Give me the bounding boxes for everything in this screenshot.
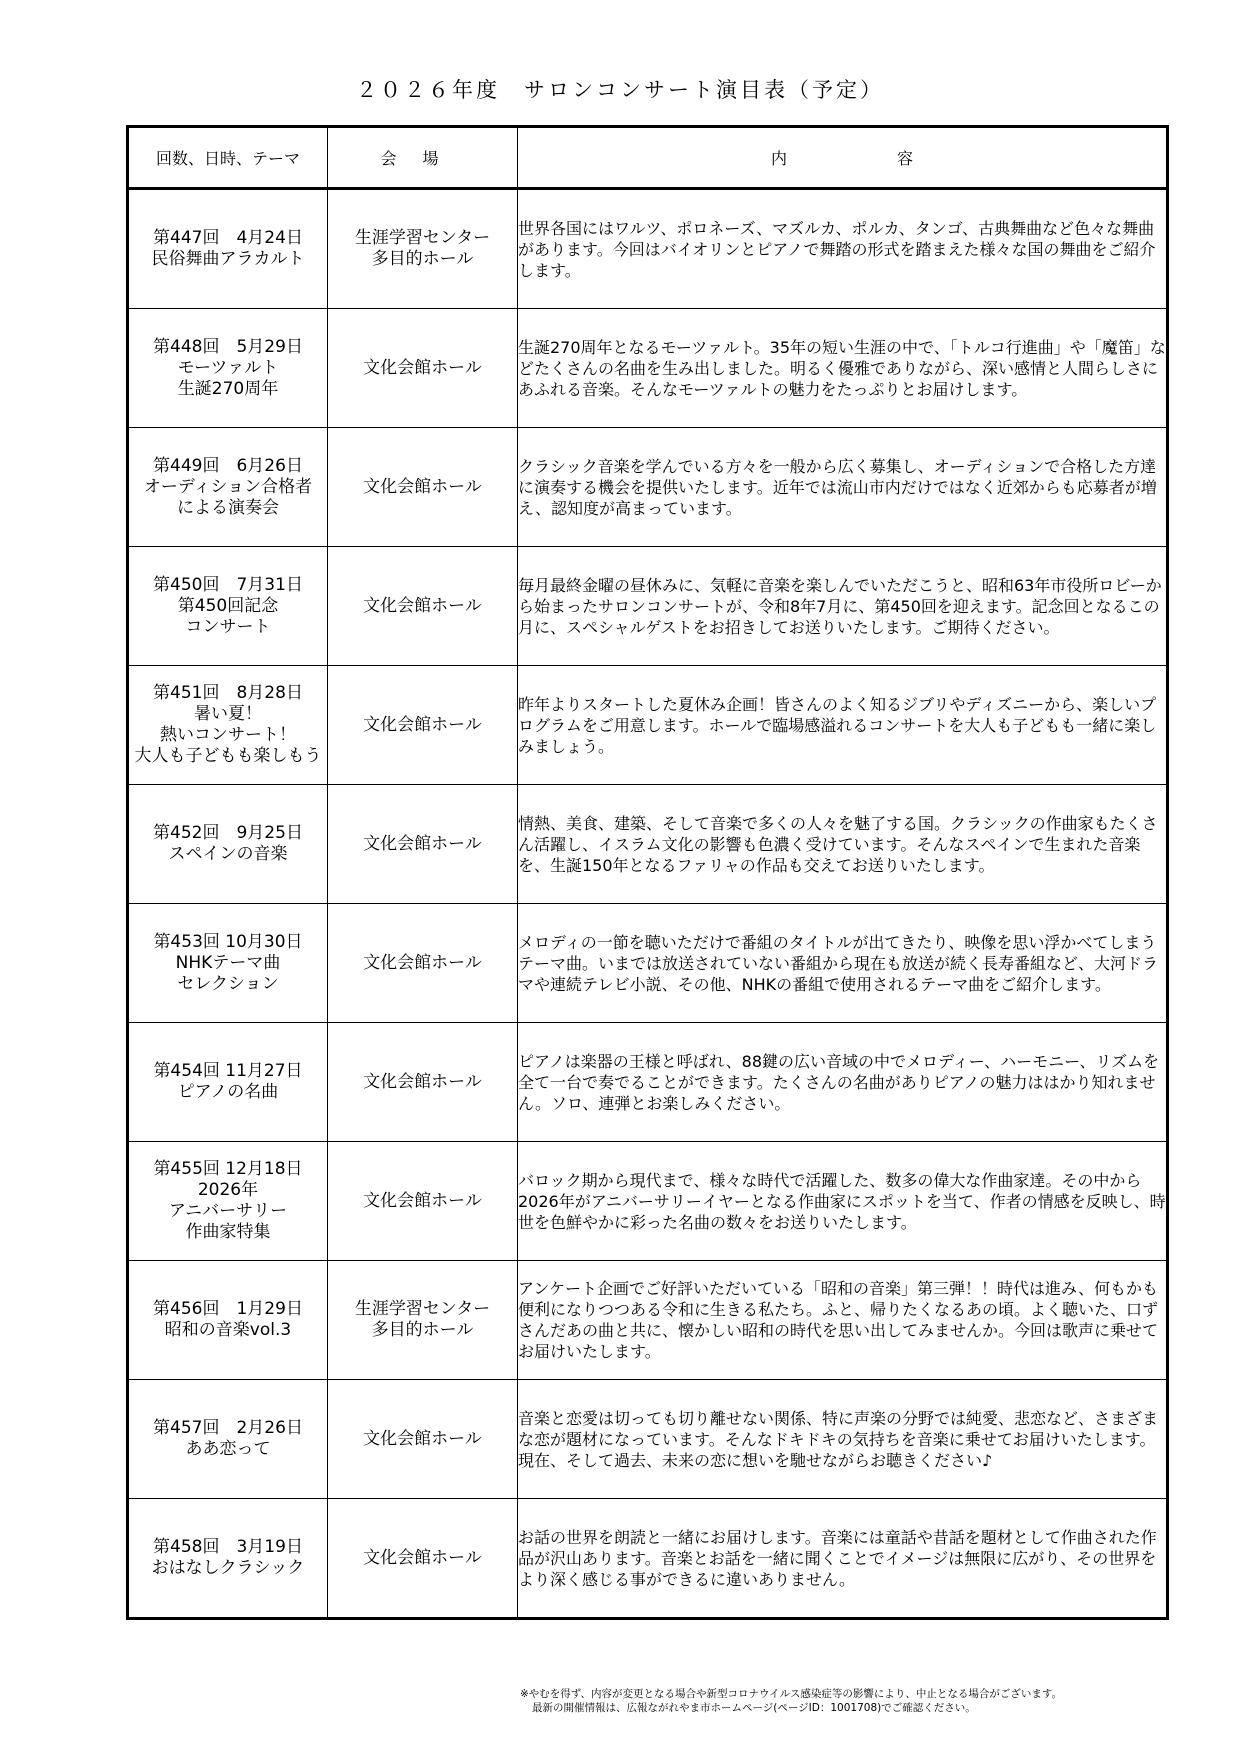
header-venue: 会場 (328, 127, 518, 189)
row-content: 毎月最終金曜の昼休みに、気軽に音楽を楽しんでいただこうと、昭和63年市役所ロビーから始まったサロンコンサートが、令和8年7月に、第450回を迎えます。記念回となるこの月に、スペシャルゲストをお招きしてお送りいたします。ご期待ください。 (518, 547, 1168, 666)
row-content: メロディの一節を聴いただけで番組のタイトルが出てきたり、映像を思い浮かべてしまうテーマ曲。いまでは放送されていない番組から現在も放送が続く長寿番組など、大河ドラマや連続テレビ小説、その他、NHKの番組で使用されるテーマ曲をご紹介します。 (518, 904, 1168, 1023)
row-content: 生誕270周年となるモーツァルト。35年の短い生涯の中で、「トルコ行進曲」や「魔笛」などたくさんの名曲を生み出しました。明るく優雅でありながら、深い感情と人間らしさにあふれる音楽。そんなモーツァルトの魅力をたっぷりとお届けします。 (518, 309, 1168, 428)
table-row (128, 785, 1168, 904)
row-theme: 第449回 6月26日 オーディション合格者 による演奏会 (128, 428, 328, 547)
header-content (518, 127, 1168, 189)
row-theme: 第447回 4月24日 民俗舞曲アラカルト (128, 189, 328, 309)
row-venue: 文化会館ホール (328, 904, 518, 1023)
header-content-part1: 内 (770, 149, 787, 168)
table-row (128, 309, 1168, 428)
row-theme: 第456回 1月29日 昭和の音楽vol.3 (128, 1261, 328, 1380)
row-theme: 第450回 7月31日 第450回記念 コンサート (128, 547, 328, 666)
row-venue: 文化会館ホール (328, 666, 518, 785)
row-venue: 生涯学習センター 多目的ホール (328, 189, 518, 309)
row-theme: 第453回 10月30日 NHKテーマ曲 セレクション (128, 904, 328, 1023)
row-venue: 文化会館ホール (328, 547, 518, 666)
table-row (128, 1142, 1168, 1261)
footnote-line-2: 最新の開催情報は、広報ながれやま市ホームページ(ページID：1001708)でご確認ください。 (532, 1702, 976, 1714)
concert-schedule-table (126, 125, 1169, 1620)
row-venue: 文化会館ホール (328, 785, 518, 904)
table-row (128, 1023, 1168, 1142)
row-content: 世界各国にはワルツ、ポロネーズ、マズルカ、ポルカ、タンゴ、古典舞曲など色々な舞曲があります。今回はバイオリンとピアノで舞踏の形式を踏まえた様々な国の舞曲をご紹介します。 (518, 189, 1168, 309)
row-theme: 第458回 3月19日 おはなしクラシック (128, 1499, 328, 1619)
row-content: 音楽と恋愛は切っても切り離せない関係、特に声楽の分野では純愛、悲恋など、さまざまな恋が題材になっています。そんなドキドキの気持ちを音楽に乗せてお届けいたします。現在、そして過去、未来の恋に想いを馳せながらお聴きください♪ (518, 1380, 1168, 1499)
row-content: アンケート企画でご好評いただいている「昭和の音楽」第三弾！！時代は進み、何もかも便利になりつつある令和に生きる私たち。ふと、帰りたくなるあの頃。よく聴いた、口ずさんだあの曲と共に、懐かしい昭和の時代を思い出してみませんか。今回は歌声に乗せてお届けいたします。 (518, 1261, 1168, 1380)
table-row (128, 904, 1168, 1023)
row-venue: 文化会館ホール (328, 1499, 518, 1619)
row-theme: 第454回 11月27日 ピアノの名曲 (128, 1023, 328, 1142)
table-row (128, 1380, 1168, 1499)
row-content: 昨年よりスタートした夏休み企画！皆さんのよく知るジブリやディズニーから、楽しいプログラムをご用意します。ホールで臨場感溢れるコンサートを大人も子どもも一緒に楽しみましょう。 (518, 666, 1168, 785)
page-title: ２０２６年度 サロンコンサート演目表（予定） (356, 78, 884, 102)
table-row (128, 547, 1168, 666)
header-theme: 回数、日時、テーマ (128, 127, 328, 189)
row-content: バロック期から現代まで、様々な時代で活躍した、数多の偉大な作曲家達。その中から2026年がアニバーサリーイヤーとなる作曲家にスポットを当て、作者の情感を反映し、時世を色鮮やかに彩った名曲の数々をお送りいたします。 (518, 1142, 1168, 1261)
table-row (128, 189, 1168, 309)
row-venue: 文化会館ホール (328, 1142, 518, 1261)
row-venue: 生涯学習センター 多目的ホール (328, 1261, 518, 1380)
row-theme: 第452回 9月25日 スペインの音楽 (128, 785, 328, 904)
footnote-line-1: ※やむを得ず、内容が変更となる場合や新型コロナウイルス感染症等の影響により、中止となる場合がございます。 (520, 1688, 1062, 1700)
row-venue: 文化会館ホール (328, 309, 518, 428)
table-row (128, 1499, 1168, 1619)
row-content: ピアノは楽器の王様と呼ばれ、88鍵の広い音域の中でメロディー、ハーモニー、リズムを全て一台で奏でることができます。たくさんの名曲がありピアノの魅力ははかり知れません。ソロ、連弾とお楽しみください。 (518, 1023, 1168, 1142)
row-venue: 文化会館ホール (328, 1380, 518, 1499)
row-venue: 文化会館ホール (328, 428, 518, 547)
row-content: 情熱、美食、建築、そして音楽で多くの人々を魅了する国。クラシックの作曲家もたくさん活躍し、イスラム文化の影響も色濃く受けています。そんなスペインで生まれた音楽を、生誕150年となるファリャの作品も交えてお送りいたします。 (518, 785, 1168, 904)
table-header-row (128, 127, 1168, 189)
header-content-part2: 容 (897, 149, 914, 168)
footnote (520, 1687, 1210, 1715)
row-venue: 文化会館ホール (328, 1023, 518, 1142)
row-theme: 第451回 8月28日 暑い夏！ 熱いコンサート！ 大人も子どもも楽しもう (128, 666, 328, 785)
table-row (128, 428, 1168, 547)
table-row (128, 1261, 1168, 1380)
row-content: お話の世界を朗読と一緒にお届けします。音楽には童話や昔話を題材として作曲された作品が沢山あります。音楽とお話を一緒に聞くことでイメージは無限に広がり、その世界をより深く感じる事ができるに違いありません。 (518, 1499, 1168, 1619)
row-theme: 第448回 5月29日 モーツァルト 生誕270周年 (128, 309, 328, 428)
table-row (128, 666, 1168, 785)
row-content: クラシック音楽を学んでいる方々を一般から広く募集し、オーディションで合格した方達に演奏する機会を提供いたします。近年では流山市内だけではなく近郊からも応募者が増え、認知度が高まっています。 (518, 428, 1168, 547)
row-theme: 第457回 2月26日 ああ恋って (128, 1380, 328, 1499)
row-theme: 第455回 12月18日 2026年 アニバーサリー 作曲家特集 (128, 1142, 328, 1261)
